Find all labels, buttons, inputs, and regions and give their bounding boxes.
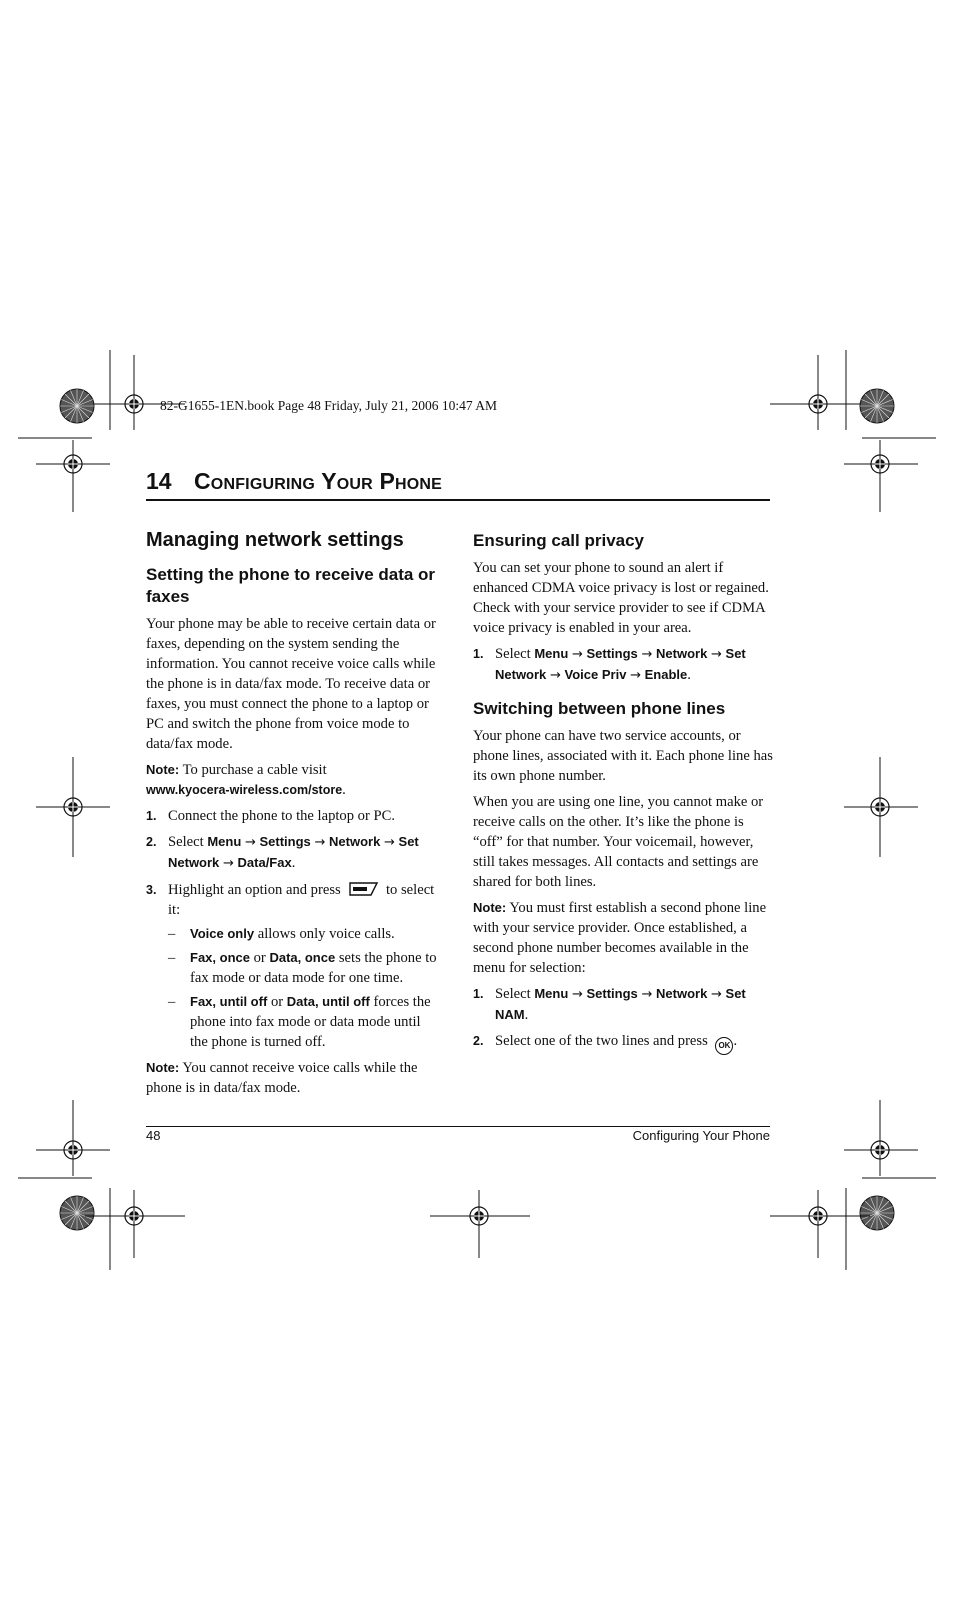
list-item: 1. Select Menu → Settings → Network → Set NAM. [473,986,746,1023]
menu-item: Voice Priv [564,667,627,682]
menu-item: Settings [586,646,638,661]
menu-item: Set Network [495,646,746,682]
arrow-icon: → [549,668,561,683]
step-select: Select [495,986,531,1002]
intro-paragraph: Your phone may be able to receive certain data or faxes, depending on the system sending the information. You cannot receive voice calls while the phone is in data/fax mode. To receive data or faxes, you must connect the phone to a laptop or PC and switch the phone from voice mode to data/fax mode. [146,616,436,752]
step-text: Connect the phone to the laptop or PC. [168,808,395,824]
lines-paragraph: Your phone can have two service accounts, or phone lines, associated with it. Each phone line has its own phone number. [473,728,773,784]
list-item: 2. Select Menu → Settings → Network → Set Network → Data/Fax. [146,834,419,871]
step-number: 1. [146,809,157,823]
step-number: 2. [473,1034,484,1048]
option-text: allows only voice calls. [257,926,395,942]
menu-item: Network [656,646,708,661]
note-label: Note: [146,1060,180,1075]
chapter-number: 14 [146,468,172,494]
steps-list [473,984,773,1055]
arrow-icon: → [641,647,653,662]
list-item [146,806,440,826]
subsection-heading: Switching between phone lines [473,699,726,718]
arrow-icon: → [571,987,583,1002]
arrow-icon: → [314,835,326,850]
privacy-paragraph: You can set your phone to sound an alert if enhanced CDMA voice privacy is lost or regained. Check with your service provider to see if CDMA voice privacy is enabled in your area. [473,560,769,636]
step-select: Select [495,646,531,662]
step-text: Select one of the two lines and press [495,1033,708,1049]
subsection-heading: Ensuring call privacy [473,531,645,550]
menu-item: Settings [259,834,311,849]
chapter-title: Configuring Your Phone [194,468,443,494]
list-item: 1. Select Menu → Settings → Network → Set Network → Voice Priv → Enable. [473,646,746,683]
menu-item: Set NAM [495,986,746,1022]
page-number: 48 [146,1128,161,1143]
step-number: 3. [146,883,157,897]
note-cable: Note: To purchase a cable visit www.kyocera-wireless.com/store. [146,762,346,798]
option-text: sets the phone to fax mode or data mode for one time. [190,950,437,986]
menu-item: Menu [534,986,569,1001]
note-text: You must first establish a second phone line with your service provider. Once established, a second phone number becomes available in the menu for selection: [473,900,767,976]
left-softkey-icon [348,882,378,896]
step-number: 1. [473,647,484,661]
arrow-icon: → [630,668,641,683]
option-label: Fax, once [190,950,250,965]
option-label: Data, until off [286,994,370,1009]
note-second-line [473,898,773,978]
menu-item: Network [656,986,708,1001]
steps-list [146,806,440,1052]
list-item: 2. Select one of the two lines and press OK . [473,1031,773,1055]
footer-section-title: Configuring Your Phone [632,1128,770,1143]
arrow-icon: → [383,835,395,850]
store-link[interactable]: www.kyocera-wireless.com/store [146,783,343,797]
list-item [168,924,440,944]
list-item [168,992,440,1052]
note-data-mode [146,1058,440,1098]
list-item [168,948,440,988]
menu-item: Menu [207,834,242,849]
ok-key-icon: OK [715,1037,733,1055]
menu-item: Set Network [168,834,419,870]
option-label: Fax, until off [190,994,268,1009]
option-or: or [253,950,266,966]
chapter-heading [146,468,770,501]
step-number: 2. [146,835,157,849]
left-column [146,528,440,1104]
menu-item: Data/Fax [237,855,292,870]
arrow-icon: → [641,987,653,1002]
option-text: forces the phone into fax mode or data mode until the phone is turned off. [190,994,431,1050]
arrow-icon: → [571,647,583,662]
step-text: Highlight an option and press [168,882,341,898]
arrow-icon: → [710,647,722,662]
step-text: to select it: [168,882,435,918]
list-item [146,880,440,1052]
options-list [168,924,440,1052]
print-header: 82-G1655-1EN.book Page 48 Friday, July 21, 2006 10:47 AM [160,398,497,413]
menu-item: Settings [586,986,638,1001]
menu-item: Menu [534,646,569,661]
note-label: Note: [146,762,180,777]
steps-list [473,644,773,686]
arrow-icon: → [244,835,256,850]
subsection-heading: Setting the phone to receive data or faxes [146,565,436,606]
menu-item: Enable [644,667,688,682]
step-select: Select [168,834,204,850]
option-label: Data, once [269,950,336,965]
arrow-icon: → [222,856,234,871]
option-or: or [270,994,284,1010]
right-column [473,530,773,1061]
lines-paragraph: When you are using one line, you cannot make or receive calls on the other. It’s like the phone is “off” for that number. Your voicemail, however, still takes messages. All contacts and settings are shared for both lines. [473,794,764,890]
menu-item: Network [329,834,381,849]
note-text: To purchase a cable visit [182,762,327,778]
section-heading: Managing network settings [146,529,404,551]
step-number: 1. [473,987,484,1001]
note-text: You cannot receive voice calls while the phone is in data/fax mode. [146,1060,418,1096]
option-label: Voice only [190,926,255,941]
footer-rule [146,1126,770,1127]
arrow-icon: → [710,987,722,1002]
note-label: Note: [473,900,507,915]
